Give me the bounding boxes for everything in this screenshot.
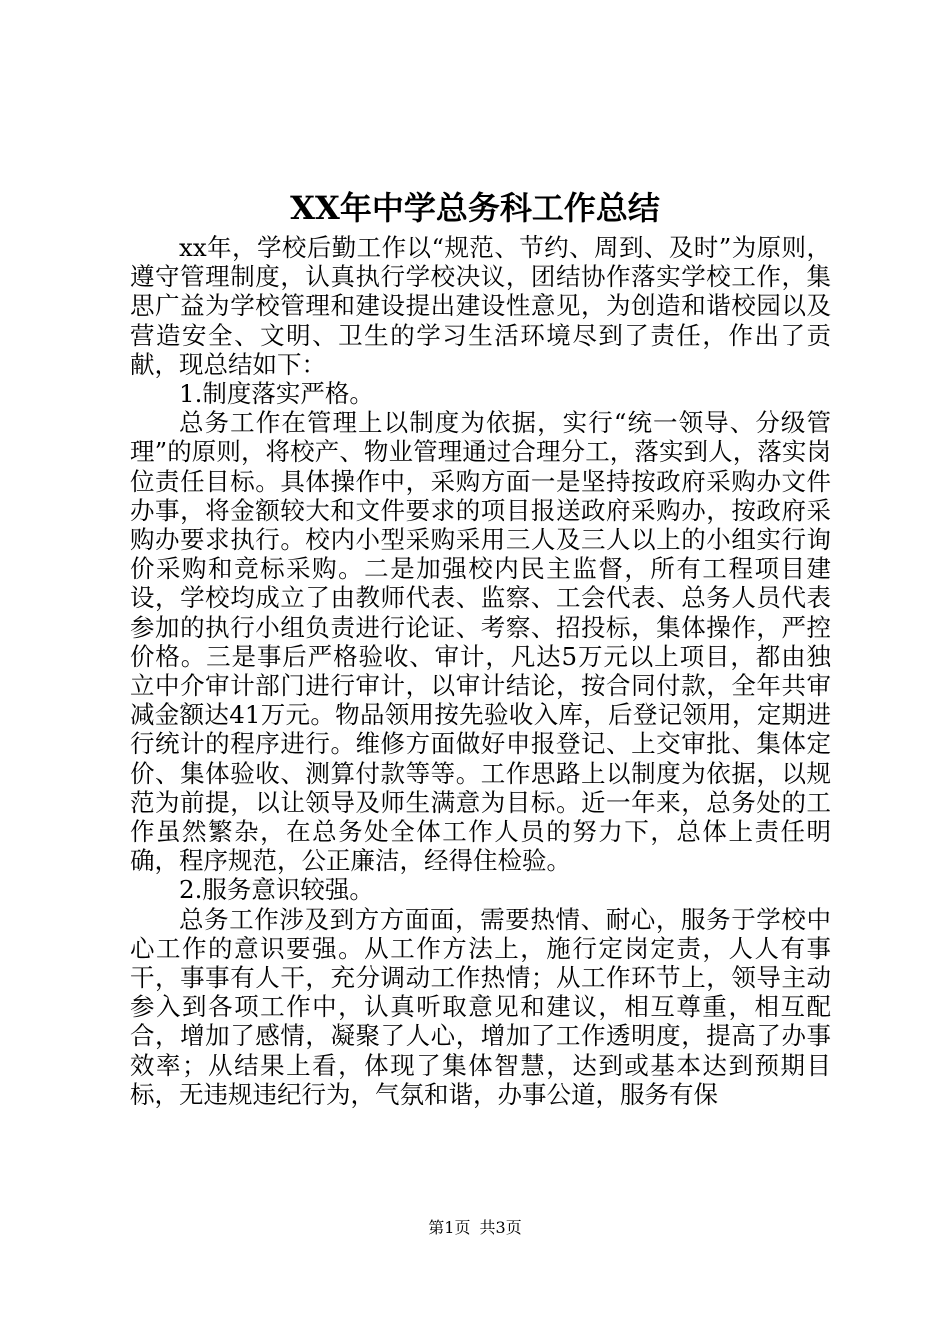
section-heading-2: 2.服务意识较强。 [179, 875, 374, 905]
intro-paragraph: xx年，学校后勤工作以“规范、节约、周到、及时”为原则，遵守管理制度，认真执行学校决议，团结协作落实学校工作，集思广益为学校管理和建设提出建设性意见，为创造和谐校园以及营造安全、文明、卫生的学习生活环境尽到了责任，作出了贡献，现总结如下： [130, 233, 831, 379]
document-title: XX年中学总务科工作总结 [290, 189, 660, 227]
section-paragraph-1: 总务工作在管理上以制度为依据，实行“统一领导、分级管理”的原则，将校产、物业管理通过合理分工，落实到人，落实岗位责任目标。具体操作中，采购方面一是坚持按政府采购办文件办事，将金额较大和文件要求的项目报送政府采购办，按政府采购办要求执行。校内小型采购采用三人及三人以上的小组实行询价采购和竞标采购。二是加强校内民主监督，所有工程项目建设，学校均成立了由教师代表、监察、工会代表、总务人员代表参加的执行小组负责进行论证、考察、招投标，集体操作，严控价格。三是事后严格验收、审计，凡达5万元以上项目，都由独立中介审计部门进行审计，以审计结论，按合同付款，全年共审减金额达41万元。物品领用按先验收入库，后登记领用，定期进行统计的程序进行。维修方面做好申报登记、上交审批、集体定价、集体验收、测算付款等等。工作思路上以制度为依据，以规范为前提，以让领导及师生满意为目标。近一年来，总务处的工作虽然繁杂，在总务处全体工作人员的努力下，总体上责任明确，程序规范，公正廉洁，经得住检验。 [130, 408, 831, 876]
page-number: 第1页 [428, 1218, 471, 1237]
page-footer [0, 1216, 950, 1240]
document-body [130, 233, 831, 1109]
section-heading-1: 1.制度落实严格。 [179, 379, 374, 409]
section-paragraph-2: 总务工作涉及到方方面面，需要热情、耐心，服务于学校中心工作的意识要强。从工作方法上，施行定岗定责，人人有事干，事事有人干，充分调动工作热情；从工作环节上，领导主动参入到各项工作中，认真听取意见和建议，相互尊重，相互配合，增加了感情，凝聚了人心，增加了工作透明度，提高了办事效率；从结果上看，体现了集体智慧，达到或基本达到预期目标，无违规违纪行为，气氛和谐，办事公道，服务有保 [130, 904, 831, 1109]
page-total: 共3页 [479, 1218, 522, 1237]
